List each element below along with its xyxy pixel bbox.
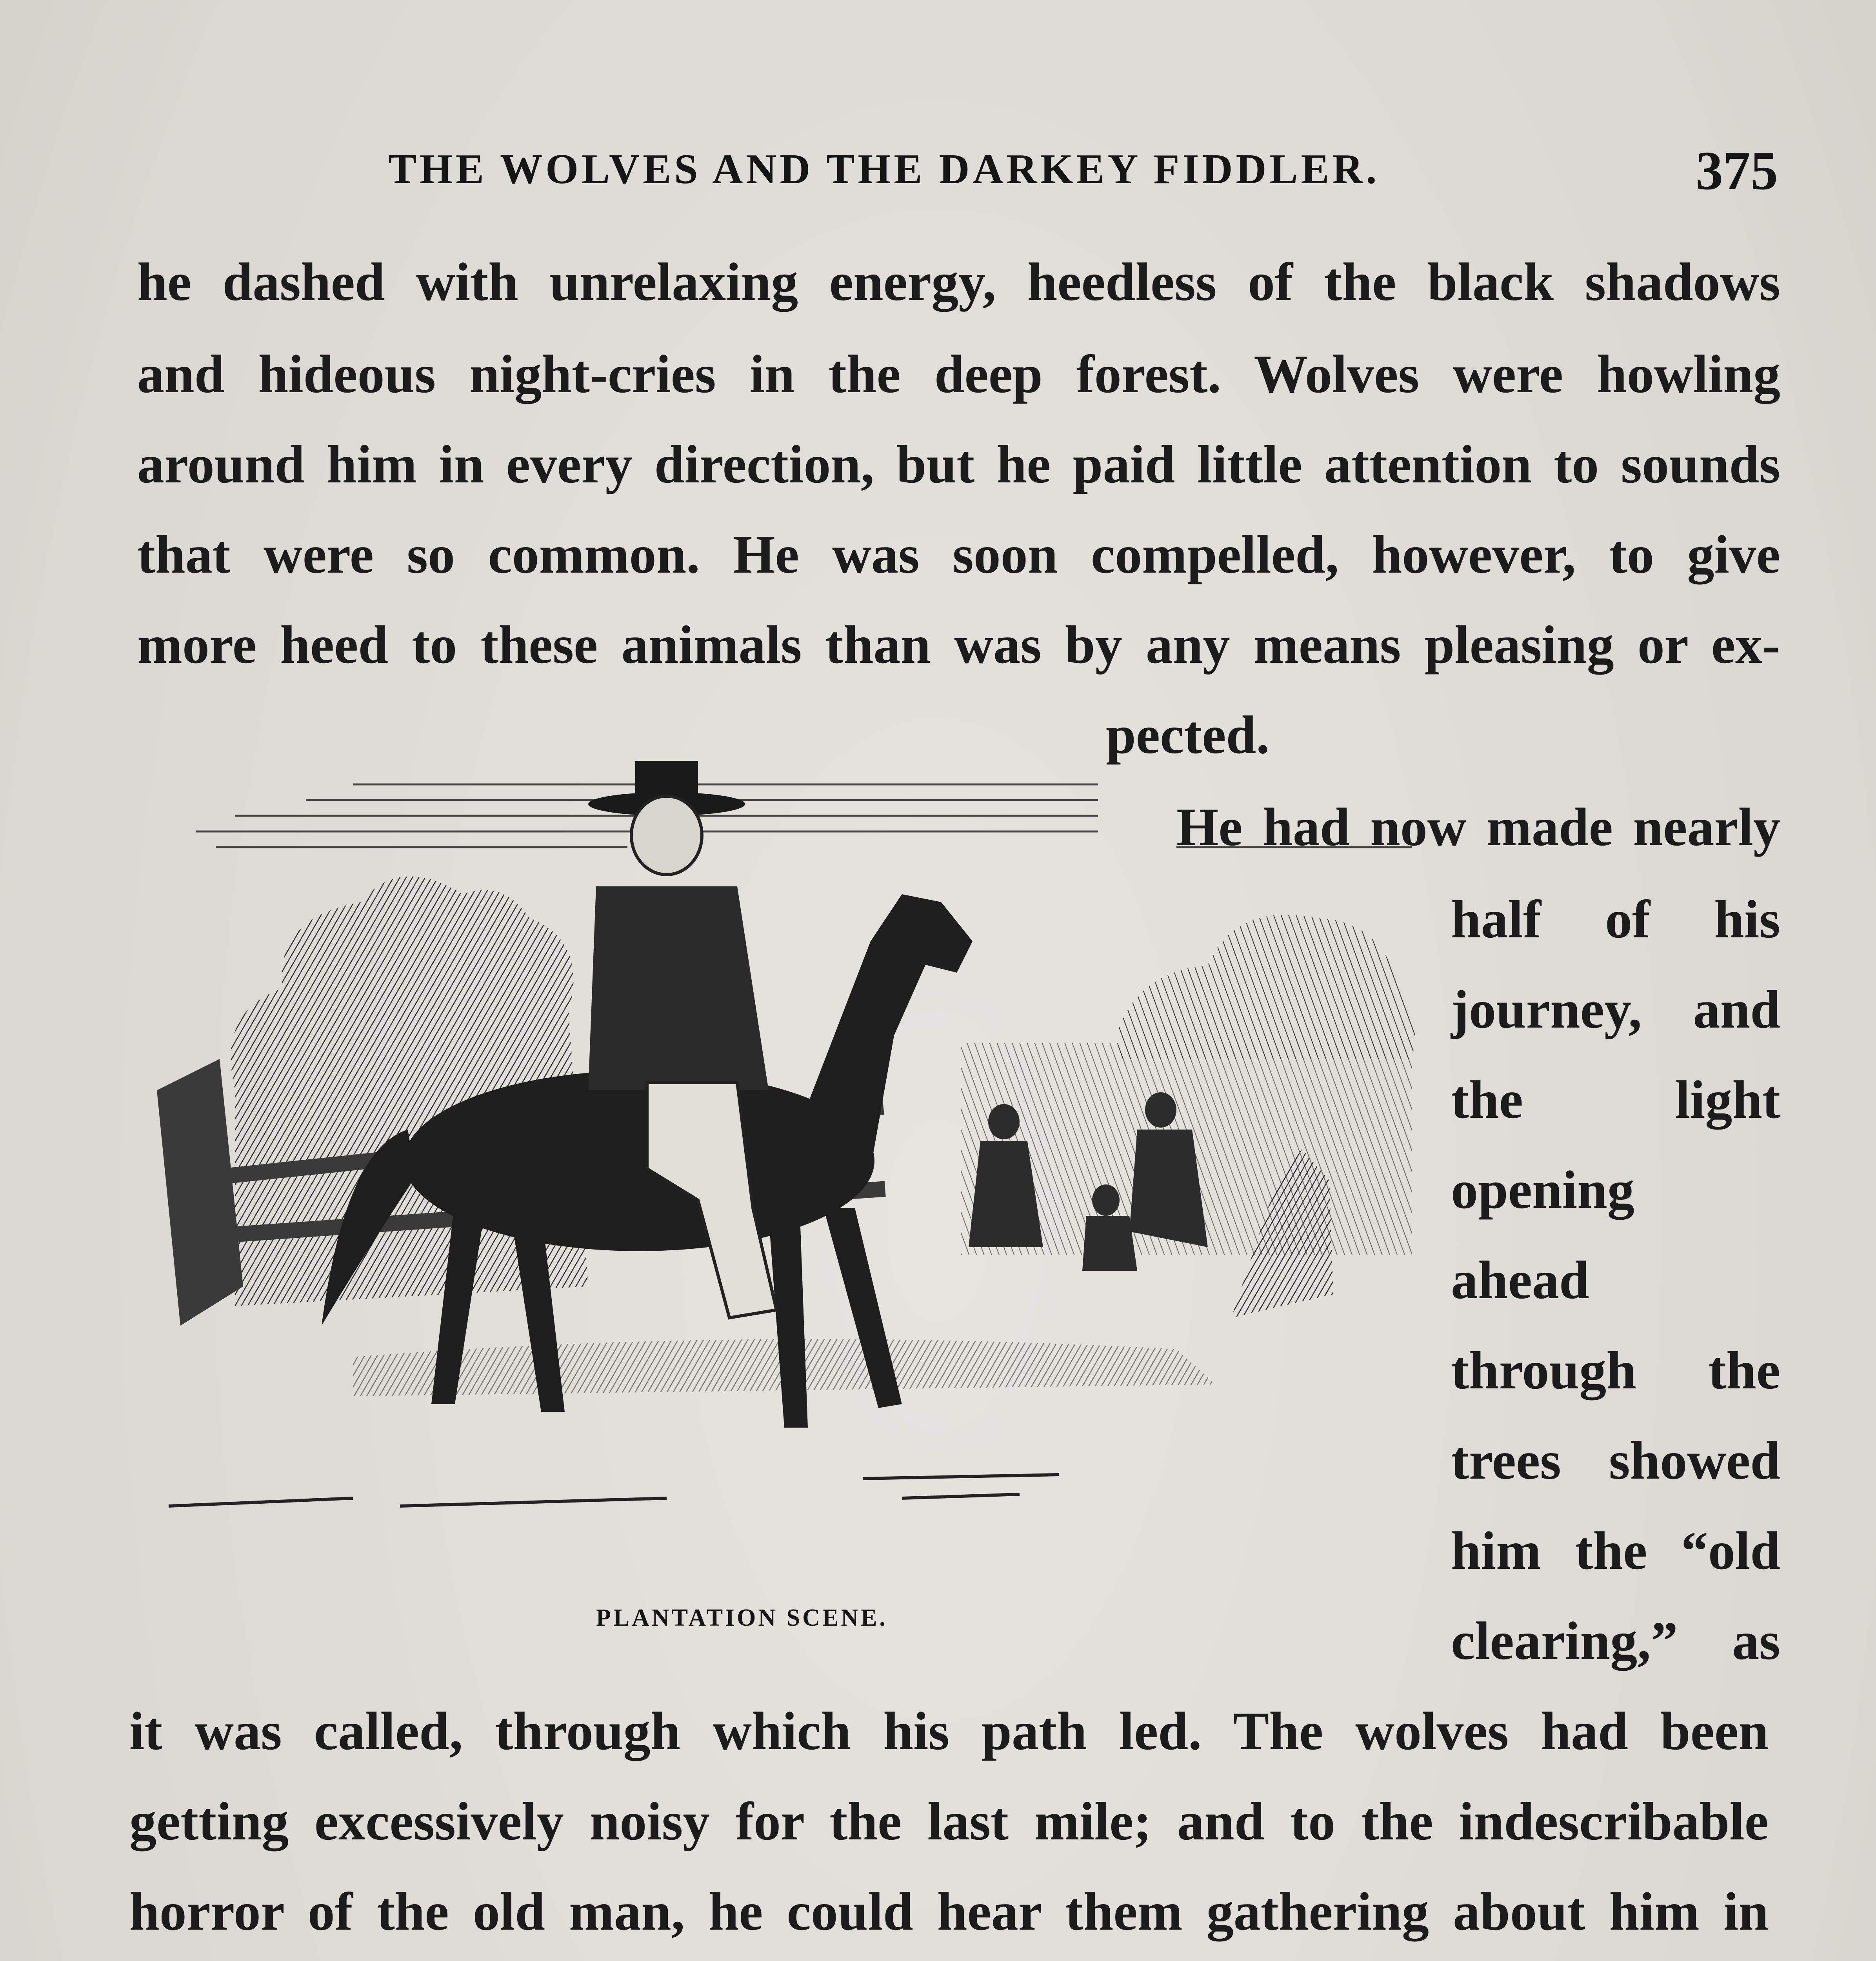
page-number: 375 bbox=[1696, 140, 1778, 201]
plantation-scene-engraving bbox=[157, 737, 1427, 1549]
text-line: opening bbox=[1451, 1160, 1634, 1220]
figure-caption: PLANTATION SCENE. bbox=[596, 1604, 888, 1631]
text-line: him the “old bbox=[1451, 1521, 1780, 1581]
text-line: ahead bbox=[1451, 1250, 1589, 1310]
text-line: and hideous night-cries in the deep forest. Wolves were howling bbox=[137, 344, 1780, 404]
running-head: THE WOLVES AND THE DARKEY FIDDLER. bbox=[388, 146, 1380, 193]
text-line: clearing,” as bbox=[1451, 1611, 1780, 1671]
text-line: He had now made nearly bbox=[1176, 797, 1780, 857]
text-line: around him in every direction, but he paid little attention to sounds bbox=[137, 434, 1780, 494]
text-line: he dashed with unrelaxing energy, heedless of the black shadows bbox=[137, 252, 1780, 312]
text-line: pected. bbox=[1106, 705, 1270, 765]
text-line: that were so common. He was soon compelled, however, to give bbox=[137, 524, 1780, 584]
text-line: trees showed bbox=[1451, 1430, 1780, 1490]
text-line: through the bbox=[1451, 1340, 1780, 1400]
text-line: getting excessively noisy for the last mile; and to the indescribable bbox=[129, 1791, 1769, 1851]
text-line: more heed to these animals than was by any means pleasing or ex- bbox=[137, 615, 1780, 675]
text-line: horror of the old man, he could hear them gathering about him in bbox=[129, 1881, 1769, 1941]
text-line: journey, and bbox=[1451, 979, 1780, 1039]
text-line: half of his bbox=[1451, 889, 1780, 949]
text-line: it was called, through which his path led. The wolves had been bbox=[129, 1701, 1769, 1761]
text-line: the light bbox=[1451, 1070, 1780, 1130]
